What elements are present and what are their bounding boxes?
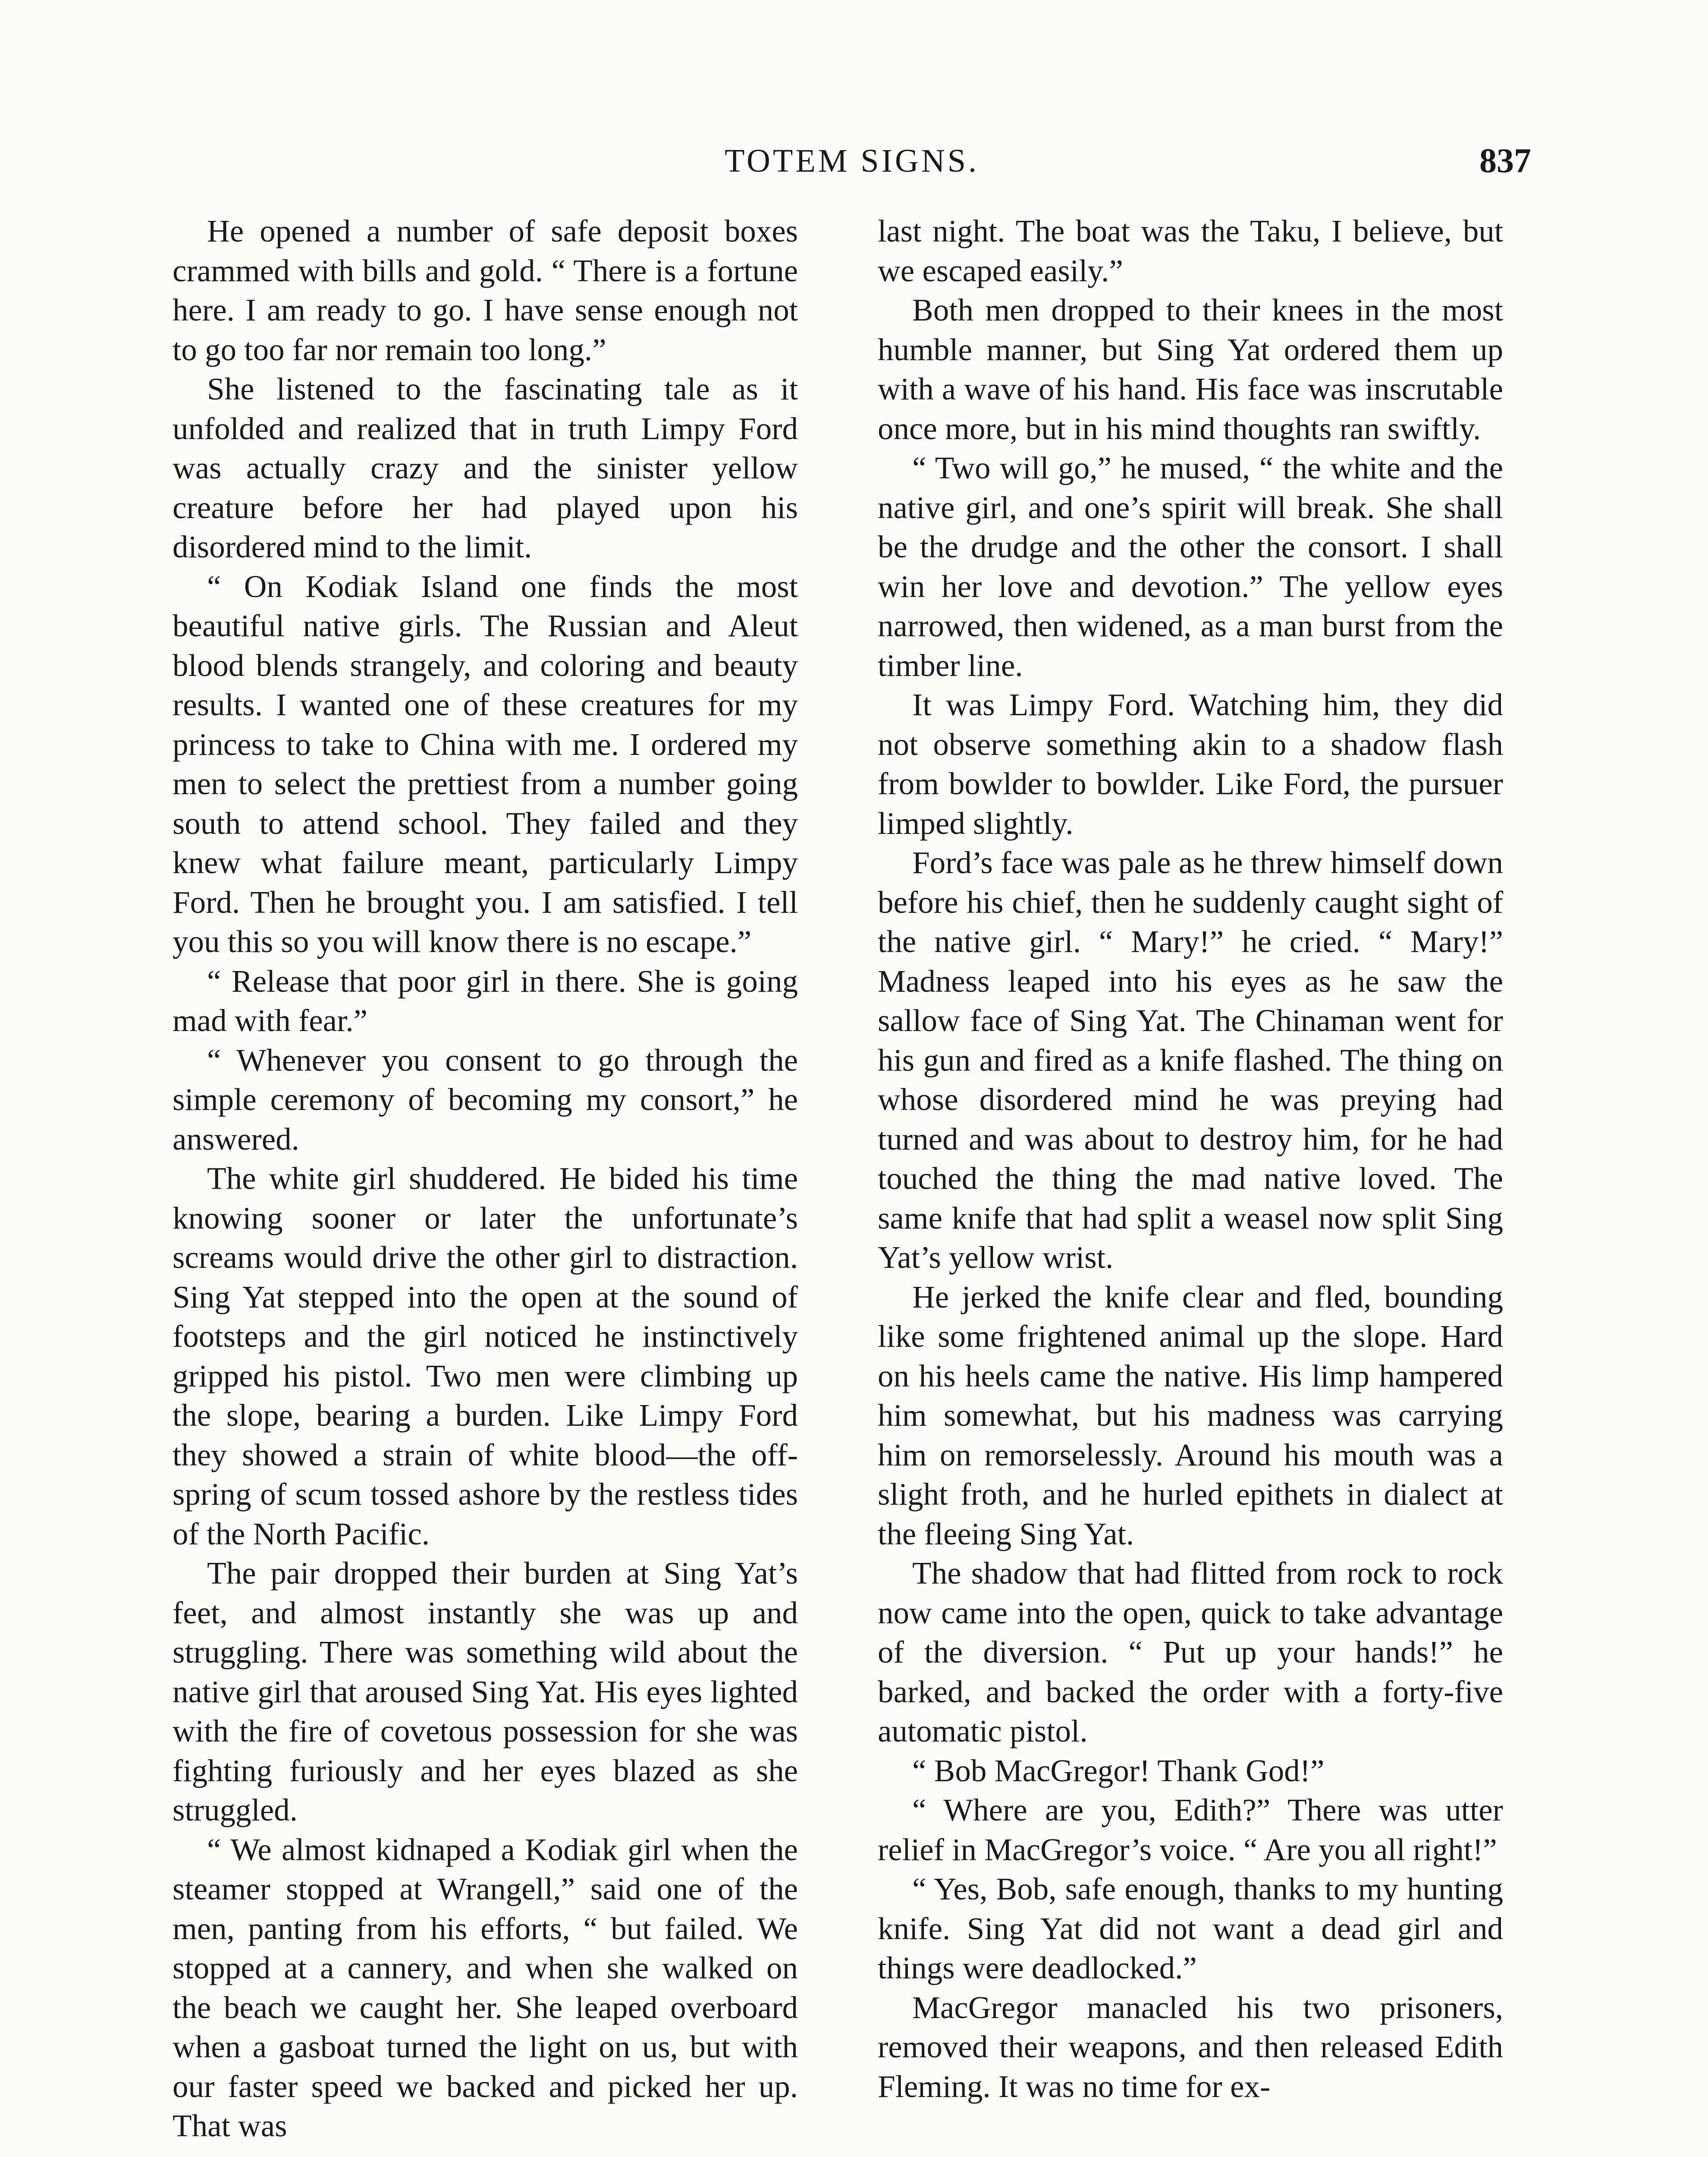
paragraph: Ford’s face was pale as he threw himself down before his chief, then he suddenly caught sight of the native girl. “ Mary!” he cried. “ Mary!” Madness leaped into his eyes as he saw the sallow face of Sing Yat. The Chinaman went for his gun and fired as a knife flashed. The thing on whose disordered mind he was preying had turned and was about to destroy him, for he had touched the thing the mad native loved. The same knife that had split a weasel now split Sing Yat’s yellow wrist. [878,845,1503,1275]
left-column [173,211,798,2146]
paragraph: Both men dropped to their knees in the most humble manner, but Sing Yat ordered them up with a wave of his hand. His face was inscrutable once more, but in his mind thoughts ran swiftly. [878,292,1503,446]
paragraph: He opened a number of safe deposit boxes crammed with bills and gold. “ There is a fortune here. I am ready to go. I have sense enough not to go too far nor remain too long.” [173,214,798,367]
paragraph: It was Limpy Ford. Watching him, they did not observe something akin to a shadow flash from bowlder to bowlder. Like Ford, the pursuer limped slightly. [878,687,1503,841]
paragraph: “ Release that poor girl in there. She is going mad with fear.” [173,963,798,1038]
paragraph: The pair dropped their burden at Sing Yat’s feet, and almost instantly she was up and struggling. There was something wild about the native girl that aroused Sing Yat. His eyes lighted with the fire of covetous possession for she was fighting furiously and her eyes blazed as she struggled. [173,1556,798,1827]
paragraph: She listened to the fascinating tale as it unfolded and realized that in truth Limpy Ford was actually crazy and the sinister yellow creature before her had played upon his disordered mind to the limit. [173,371,798,564]
continued-paragraph: last night. The boat was the Taku, I believe, but we escaped easily.” [878,214,1503,288]
paragraph: “ We almost kidnaped a Kodiak girl when the steamer stopped at Wrangell,” said one of the men, panting from his efforts, “ but failed. We stopped at a cannery, and when she walked on the beach we caught her. She leaped overboard when a gasboat turned the light on us, but with our faster speed we backed and picked her up. That was [173,1832,798,2143]
paragraph: The shadow that had flitted from rock to rock now came into the open, quick to take advantage of the diversion. “ Put up your hands!” he barked, and backed the order with a forty-five automatic pistol. [878,1556,1503,1748]
paragraph: MacGregor manacled his two prisoners, removed their weapons, and then released Edith Fleming. It was no time for ex- [878,1990,1503,2104]
paragraph: “ Where are you, Edith?” There was utter relief in MacGregor’s voice. “ Are you all right!” [878,1792,1503,1867]
paragraph: He jerked the knife clear and fled, bounding like some frightened animal up the slope. Hard on his heels came the native. His limp hampered him somewhat, but his madness was carrying him on remorselessly. Around his mouth was a slight froth, and he hurled epithets in dialect at the fleeing Sing Yat. [878,1279,1503,1551]
page-header [173,137,1531,185]
paragraph: “ Bob MacGregor! Thank God!” [912,1753,1325,1788]
page-number: 837 [1479,142,1531,180]
right-column [878,211,1503,2106]
paragraph: “ Yes, Bob, safe enough, thanks to my hunting knife. Sing Yat did not want a dead girl and things were deadlocked.” [878,1871,1503,1985]
paragraph: “ Two will go,” he mused, “ the white and the native girl, and one’s spirit will break. She shall be the drudge and the other the consort. I shall win her love and devotion.” The yellow eyes narrowed, then widened, as a man burst from the timber line. [878,450,1503,683]
running-title: TOTEM SIGNS. [725,143,979,179]
paragraph: “ Whenever you consent to go through the simple ceremony of becoming my consort,” he answered. [173,1042,798,1157]
paragraph: “ On Kodiak Island one finds the most beautiful native girls. The Russian and Aleut blood blends strangely, and coloring and beauty results. I wanted one of these creatures for my princess to take to China with me. I ordered my men to select the prettiest from a number going south to attend school. They failed and they knew what failure meant, particularly Limpy Ford. Then he brought you. I am satisfied. I tell you this so you will know there is no escape.” [173,569,798,959]
paragraph: The white girl shuddered. He bided his time knowing sooner or later the unfortunate’s screams would drive the other girl to distraction. Sing Yat stepped into the open at the sound of footsteps and the girl noticed he instinctively gripped his pistol. Two men were climbing up the slope, bearing a burden. Like Limpy Ford they showed a strain of white blood—the offspring of scum tossed ashore by the restless tides of the North Pacific. [173,1161,798,1551]
